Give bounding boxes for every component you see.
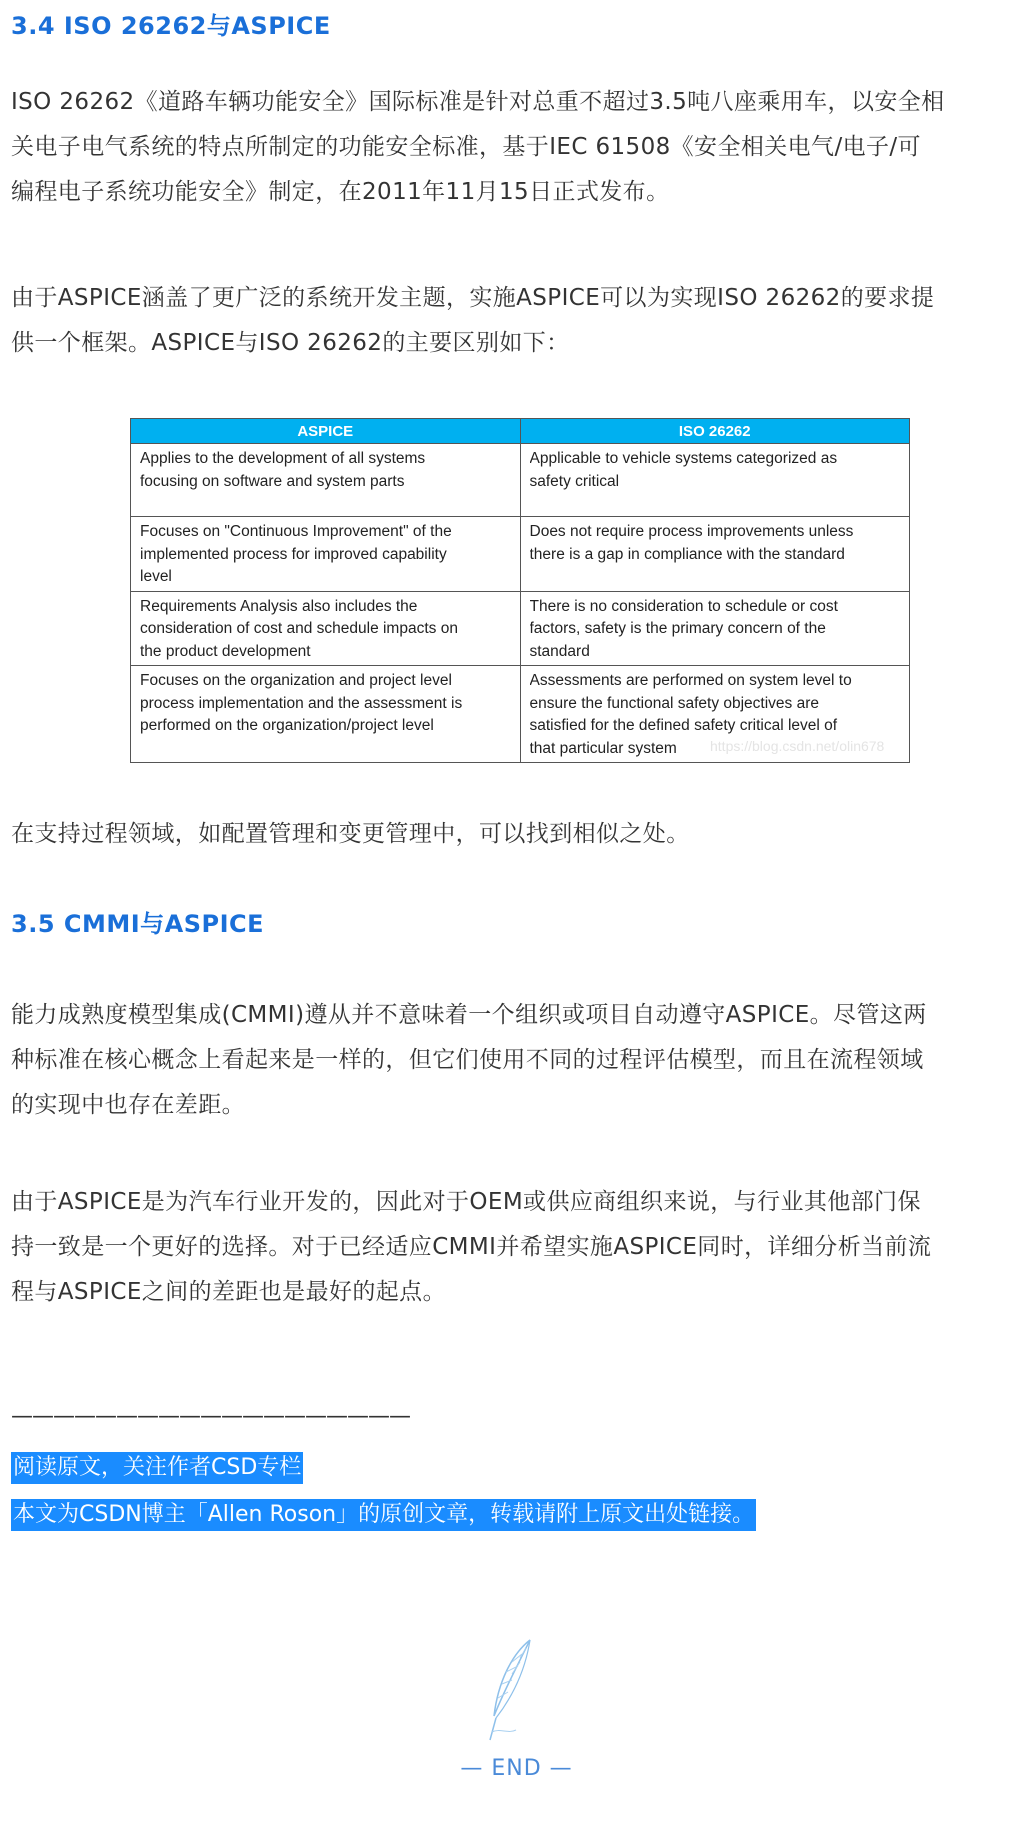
paragraph-aspice-framework: [11, 276, 1023, 366]
table-cell: [520, 517, 910, 592]
text-line: 程与ASPICE之间的差距也是最好的起点。: [11, 1279, 446, 1305]
comparison-table: [130, 418, 910, 763]
cell-line: the product development: [140, 642, 311, 660]
cell-line: Focuses on the organization and project level: [140, 672, 452, 689]
text-line: 编程电子系统功能安全》制定，在2011年11月15日正式发布。: [11, 179, 670, 205]
table-header-iso26262: ISO 26262: [520, 419, 910, 444]
paragraph-cmmi-intro: [11, 993, 1023, 1128]
cell-line: level: [140, 568, 172, 585]
paragraph-similarities: [11, 812, 1023, 857]
table-cell: [131, 517, 521, 592]
cell-line: performed on the organization/project level: [140, 717, 434, 734]
section-heading-3-5: 3.5 CMMI与ASPICE: [11, 910, 265, 938]
section-heading-3-4: 3.4 ISO 26262与ASPICE: [11, 12, 331, 40]
footer-divider: ———————————————————: [11, 1404, 410, 1429]
paragraph-cmmi-recommendation: [11, 1180, 1023, 1315]
cell-line: satisfied for the defined safety critical level of: [529, 717, 838, 734]
text-line: 持一致是一个更好的选择。对于已经适应CMMI并希望实施ASPICE同时，详细分析当前流: [11, 1234, 932, 1260]
text-line: 由于ASPICE涵盖了更广泛的系统开发主题，实施ASPICE可以为实现ISO 26262的要求提: [11, 285, 935, 311]
table-cell: [131, 444, 521, 517]
table-cell: [520, 444, 910, 517]
cell-line: standard: [529, 642, 590, 660]
end-marker: — END —: [460, 1756, 573, 1781]
read-original-link[interactable]: 阅读原文，关注作者CSD专栏: [11, 1452, 303, 1484]
cell-line: focusing on software and system parts: [140, 472, 405, 490]
cell-line: Focuses on "Continuous Improvement" of the: [140, 523, 452, 540]
table-cell: [520, 591, 910, 666]
cell-line: consideration of cost and schedule impacts on: [140, 620, 458, 637]
cell-line: Assessments are performed on system level to: [529, 672, 852, 689]
text-line: 的实现中也存在差距。: [11, 1092, 245, 1118]
cell-line: factors, safety is the primary concern of the: [529, 620, 826, 637]
cell-line: there is a gap in compliance with the standard: [529, 545, 845, 563]
text-line: 供一个框架。ASPICE与ISO 26262的主要区别如下：: [11, 330, 570, 356]
table-row: [131, 444, 910, 517]
cell-line: Applicable to vehicle systems categorized as: [529, 450, 838, 467]
cell-line: ensure the functional safety objectives are: [529, 694, 820, 712]
text-line: 关电子电气系统的特点所制定的功能安全标准，基于IEC 61508《安全相关电气/电子/可: [11, 134, 921, 160]
cell-line: Does not require process improvements unless: [529, 523, 854, 540]
table-row: [131, 517, 910, 592]
cell-line: Requirements Analysis also includes the: [140, 597, 418, 615]
cell-line: that particular system: [529, 739, 677, 757]
cell-line: There is no consideration to schedule or cost: [529, 597, 838, 615]
comparison-table-image: [130, 418, 910, 763]
text-line: 在支持过程领域，如配置管理和变更管理中，可以找到相似之处。: [11, 821, 690, 847]
table-row: [131, 591, 910, 666]
cell-line: safety critical: [529, 472, 620, 490]
table-header-aspice: ASPICE: [131, 419, 521, 444]
cell-line: Applies to the development of all systems: [140, 450, 426, 467]
text-line: 由于ASPICE是为汽车行业开发的，因此对于OEM或供应商组织来说，与行业其他部门保: [11, 1189, 921, 1215]
copyright-notice: 本文为CSDN博主「Allen Roson」的原创文章，转载请附上原文出处链接。: [11, 1499, 756, 1531]
image-watermark: https://blog.csdn.net/olin678: [710, 738, 885, 754]
paragraph-iso26262-intro: [11, 80, 1023, 215]
text-line: 种标准在核心概念上看起来是一样的，但它们使用不同的过程评估模型，而且在流程领域: [11, 1047, 924, 1073]
cell-line: implemented process for improved capability: [140, 545, 447, 563]
text-line: ISO 26262《道路车辆功能安全》国际标准是针对总重不超过3.5吨八座乘用车，以安全相: [11, 89, 945, 115]
cell-line: process implementation and the assessment is: [140, 694, 463, 712]
table-cell: [131, 591, 521, 666]
text-line: 能力成熟度模型集成(CMMI)遵从并不意味着一个组织或项目自动遵守ASPICE。尽管这两: [11, 1002, 927, 1028]
feather-icon: [482, 1636, 552, 1746]
table-cell: [131, 666, 521, 763]
